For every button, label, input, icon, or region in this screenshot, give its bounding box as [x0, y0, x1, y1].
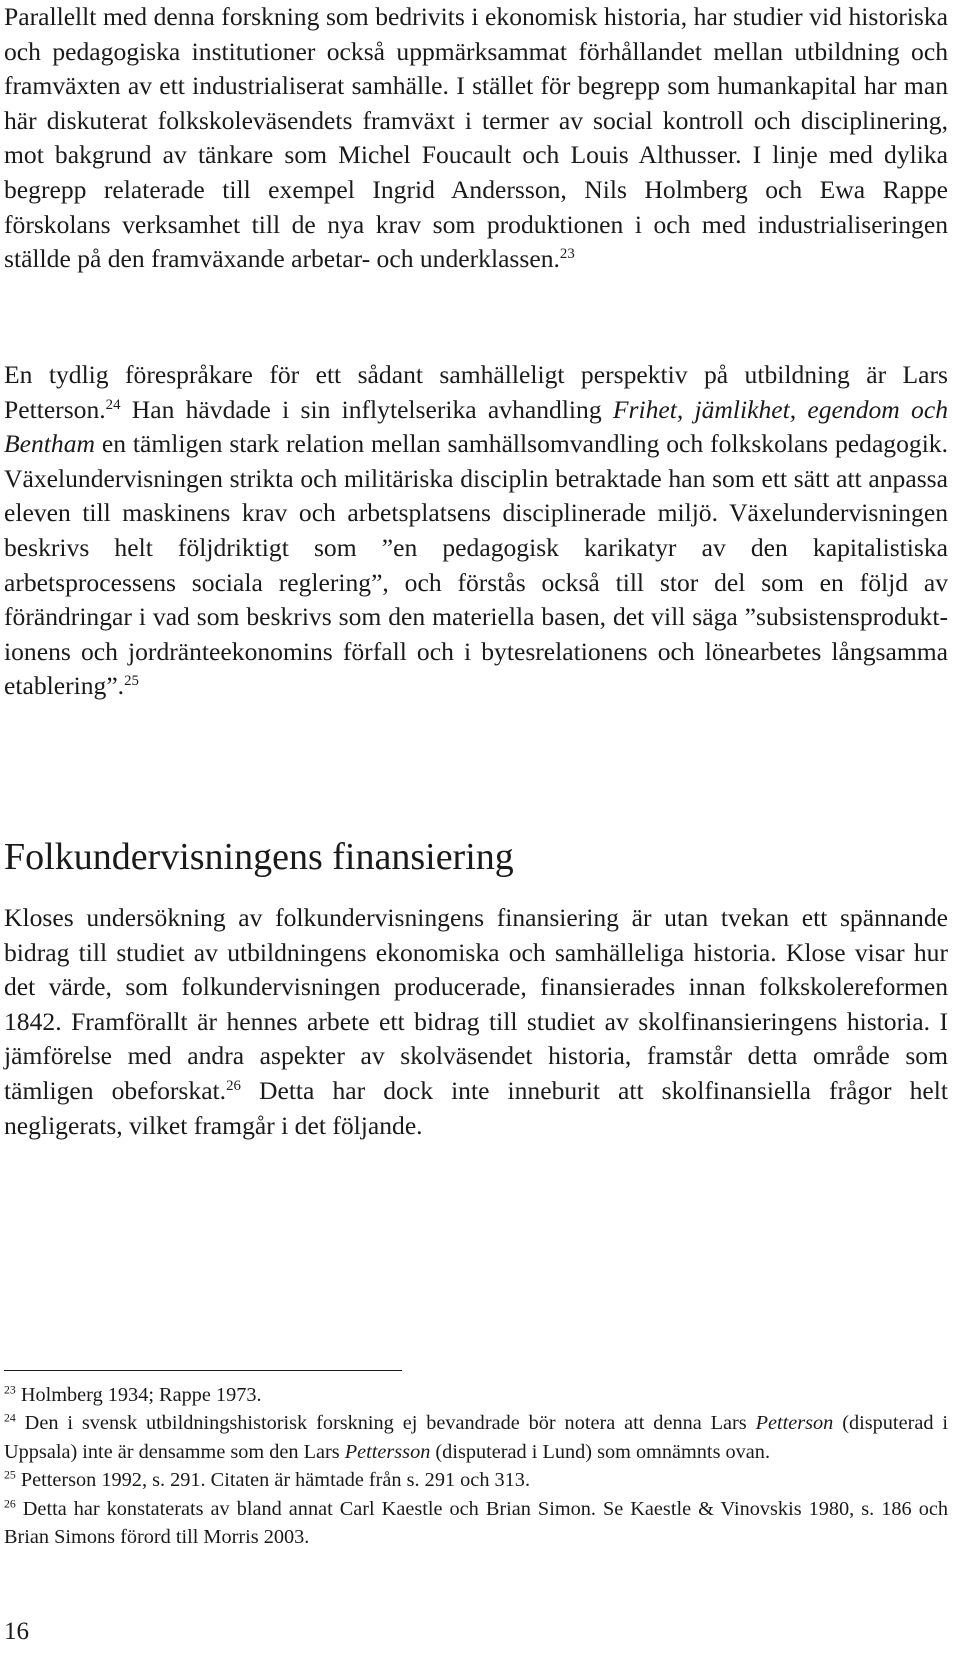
text-run: en tämligen stark relation mellan samhällsomvandling och folkskolans pedagogik. Växelundervisningen strikta och militäriska disciplin betraktade han som ett sätt att anpassa eleven till maskinens krav och arbetsplatsens disciplinerade miljö. Växelundervisningen beskrivs helt följdriktigt som ”en pedagogisk karikatyr av den kapitalistiska arbetsprocessens sociala reglering”, och förstås också till stor del som en följd av förändringar i vad som beskrivs som den materiella basen, det vill säga ”subsistensproduktionens och jordränteekonomins förfall och i bytesrelationens och lönearbetes långsamma etablering”.	[4, 429, 948, 701]
body-paragraph-2	[4, 358, 948, 704]
footnote-ref: 26	[226, 1077, 241, 1094]
footnote-separator	[4, 1370, 402, 1371]
footnote-24	[4, 1409, 948, 1466]
italic-title: Frihet, jämlikhet, egendom och Bentham	[4, 394, 948, 459]
footnotes	[4, 1381, 948, 1551]
text-run: (disputerad i Lund) som omnämnts ovan.	[430, 1440, 771, 1463]
footnote-26	[4, 1495, 948, 1552]
text-run: En tydlig förespråkare för ett sådant samhälleligt perspektiv på utbildning är Lars Petterson.	[4, 360, 948, 424]
page-number: 16	[4, 1618, 29, 1645]
text-run: Petterson 1992, s. 291. Citaten är hämtade från s. 291 och 313.	[15, 1469, 531, 1492]
section-paragraph	[4, 901, 948, 1143]
footnote-number: 25	[4, 1468, 16, 1482]
footnote-ref: 24	[105, 396, 121, 413]
footnote-ref: 23	[559, 245, 575, 262]
text-run: Parallellt med denna forskning som bedrivits i ekonomisk historia, har studier vid historiska och pedagogiska institutioner också uppmärksammat förhållandet mellan utbildning och framväxten av ett industrialiserat samhälle. I stället för begrepp som humankapital har man här diskuterat folkskoleväsendets framväxt i termer av social kontroll och disciplinering, mot bakgrund av tänkare som Michel Foucault och Louis Althusser. I linje med dylika begrepp relaterade till exempel Ingrid Andersson, Nils Holmberg och Ewa Rappe förskolans verksamhet till de nya krav som produktionen i och med industrialiseringen ställde på den framväxande arbetar- och underklassen.	[4, 2, 948, 274]
text-run: Detta har konstaterats av bland annat Carl Kaestle och Brian Simon. Se Kaestle & Vinovskis 1980, s. 186 och Brian Simons förord till Morris 2003.	[4, 1497, 948, 1549]
text-run: Detta har dock inte inneburit att skolfinansiella frågor helt negligerats, vilket framgår i det följande.	[4, 1075, 949, 1140]
italic-title: Pettersson	[344, 1440, 431, 1463]
footnote-number: 26	[4, 1497, 16, 1511]
body-paragraph-1	[4, 0, 948, 277]
text-run: Holmberg 1934; Rappe 1973.	[15, 1384, 262, 1406]
footnote-ref: 25	[124, 673, 139, 690]
italic-title: Petterson	[755, 1412, 834, 1435]
footnote-number: 24	[4, 1412, 16, 1426]
text-run: Kloses undersökning av folkundervisningens finansiering är utan tvekan ett spännande bidrag till studiet av utbildningens ekonomiska och samhälleliga historia. Klose visar hur det värde, som folkundervisningen producerade, finansierades innan folkskolereformen 1842. Framförallt är hennes arbete ett bidrag till studiet av skolfinansieringens historia. I jämförelse med andra aspekter av skolväsendet historia, framstår detta område som tämligen obeforskat.	[4, 903, 948, 1105]
footnote-23	[4, 1381, 948, 1409]
footnote-number: 23	[4, 1383, 16, 1397]
text-run: (disputerad i Uppsala) inte är densamme som den Lars	[4, 1412, 949, 1463]
text-run: Den i svensk utbildningshistorisk forskning ej bevandrade bör notera att denna Lars	[15, 1412, 756, 1435]
footnote-25	[4, 1466, 948, 1494]
section-heading: Folkundervisningens finansiering	[4, 836, 514, 878]
text-run: Han hävdade i sin inflytelserika avhandling	[120, 394, 613, 424]
